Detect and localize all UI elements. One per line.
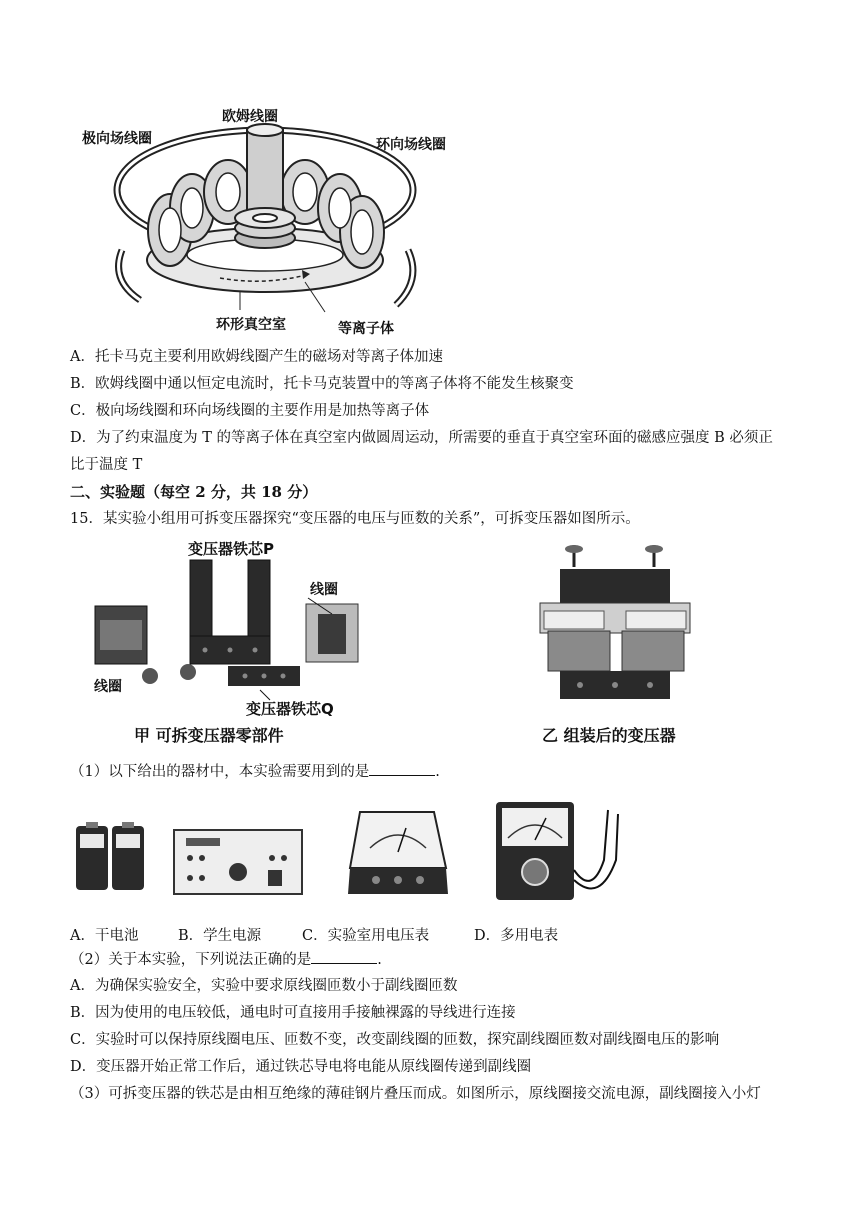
q14-option-d-continued: 比于温度 T	[70, 457, 143, 473]
q15-stem: 15．某实验小组用可拆变压器探究“变压器的电压与匝数的关系”，可拆变压器如图所示。	[70, 511, 640, 527]
lab-voltmeter-image	[346, 808, 452, 896]
battery-image	[72, 820, 152, 892]
equipment-option-d: D．多用电表	[474, 928, 559, 944]
label-plasma: 等离子体	[338, 321, 394, 337]
label-core-q: 变压器铁芯Q	[246, 700, 334, 718]
q15-sub2-option-b: B．因为使用的电压较低，通电时可直接用手接触裸露的导线进行连接	[70, 1005, 516, 1021]
label-toroidal-coil: 环向场线圈	[376, 137, 446, 153]
q15-sub3: （3）可拆变压器的铁芯是由相互绝缘的薄硅钢片叠压而成。如图所示，原线圈接交流电源，副线圈接入小灯	[70, 1086, 761, 1102]
q15-sub2	[70, 949, 382, 970]
q15-sub1-suffix: .	[435, 764, 440, 780]
label-coil-right: 线圈	[310, 582, 338, 598]
label-poloidal-coil: 极向场线圈	[82, 131, 152, 147]
q14-option-b: B．欧姆线圈中通以恒定电流时，托卡马克装置中的等离子体将不能发生核聚变	[70, 376, 574, 392]
q14-option-d: D．为了约束温度为 T 的等离子体在真空室内做圆周运动，所需要的垂直于真空室环面的磁感应强度 B 必须正	[70, 430, 773, 446]
q14-option-c: C．极向场线圈和环向场线圈的主要作用是加热等离子体	[70, 403, 430, 419]
equipment-option-c: C．实验室用电压表	[302, 928, 430, 944]
answer-blank-2[interactable]	[311, 949, 377, 964]
q15-sub2-suffix: .	[377, 952, 382, 968]
student-power-supply-image	[172, 828, 304, 898]
section-title: 二、实验题（每空 2 分，共 18 分）	[70, 483, 318, 501]
q15-sub2-option-a: A．为确保实验安全，实验中要求原线圈匝数小于副线圈匝数	[70, 978, 458, 994]
figure-yi-assembled	[530, 545, 700, 705]
caption-fig-yi: 乙 组装后的变压器	[542, 726, 676, 745]
label-vacuum-chamber: 环形真空室	[216, 317, 286, 333]
label-coil-left: 线圈	[94, 679, 122, 695]
q14-option-a: A．托卡马克主要利用欧姆线圈产生的磁场对等离子体加速	[70, 349, 443, 365]
caption-fig-jia: 甲 可拆变压器零部件	[134, 726, 284, 745]
q15-sub1-prefix: （1）以下给出的器材中，本实验需要用到的是	[70, 764, 370, 780]
multimeter-image	[492, 800, 622, 904]
q15-sub2-option-d: D．变压器开始正常工作后，通过铁芯导电将电能从原线圈传递到副线圈	[70, 1059, 532, 1075]
figure-jia-parts	[80, 540, 400, 720]
label-core-p: 变压器铁芯P	[188, 540, 274, 558]
equipment-option-a: A．干电池	[70, 928, 139, 944]
q15-sub1	[70, 761, 440, 782]
answer-blank-1[interactable]	[369, 761, 435, 776]
equipment-option-b: B．学生电源	[178, 928, 262, 944]
q15-sub2-prefix: （2）关于本实验，下列说法正确的是	[70, 952, 312, 968]
label-ohmic-coil: 欧姆线圈	[222, 109, 278, 125]
q15-sub2-option-c: C．实验时可以保持原线圈电压、匝数不变，改变副线圈的匝数，探究副线圈匝数对副线圈电压的影响	[70, 1032, 720, 1048]
